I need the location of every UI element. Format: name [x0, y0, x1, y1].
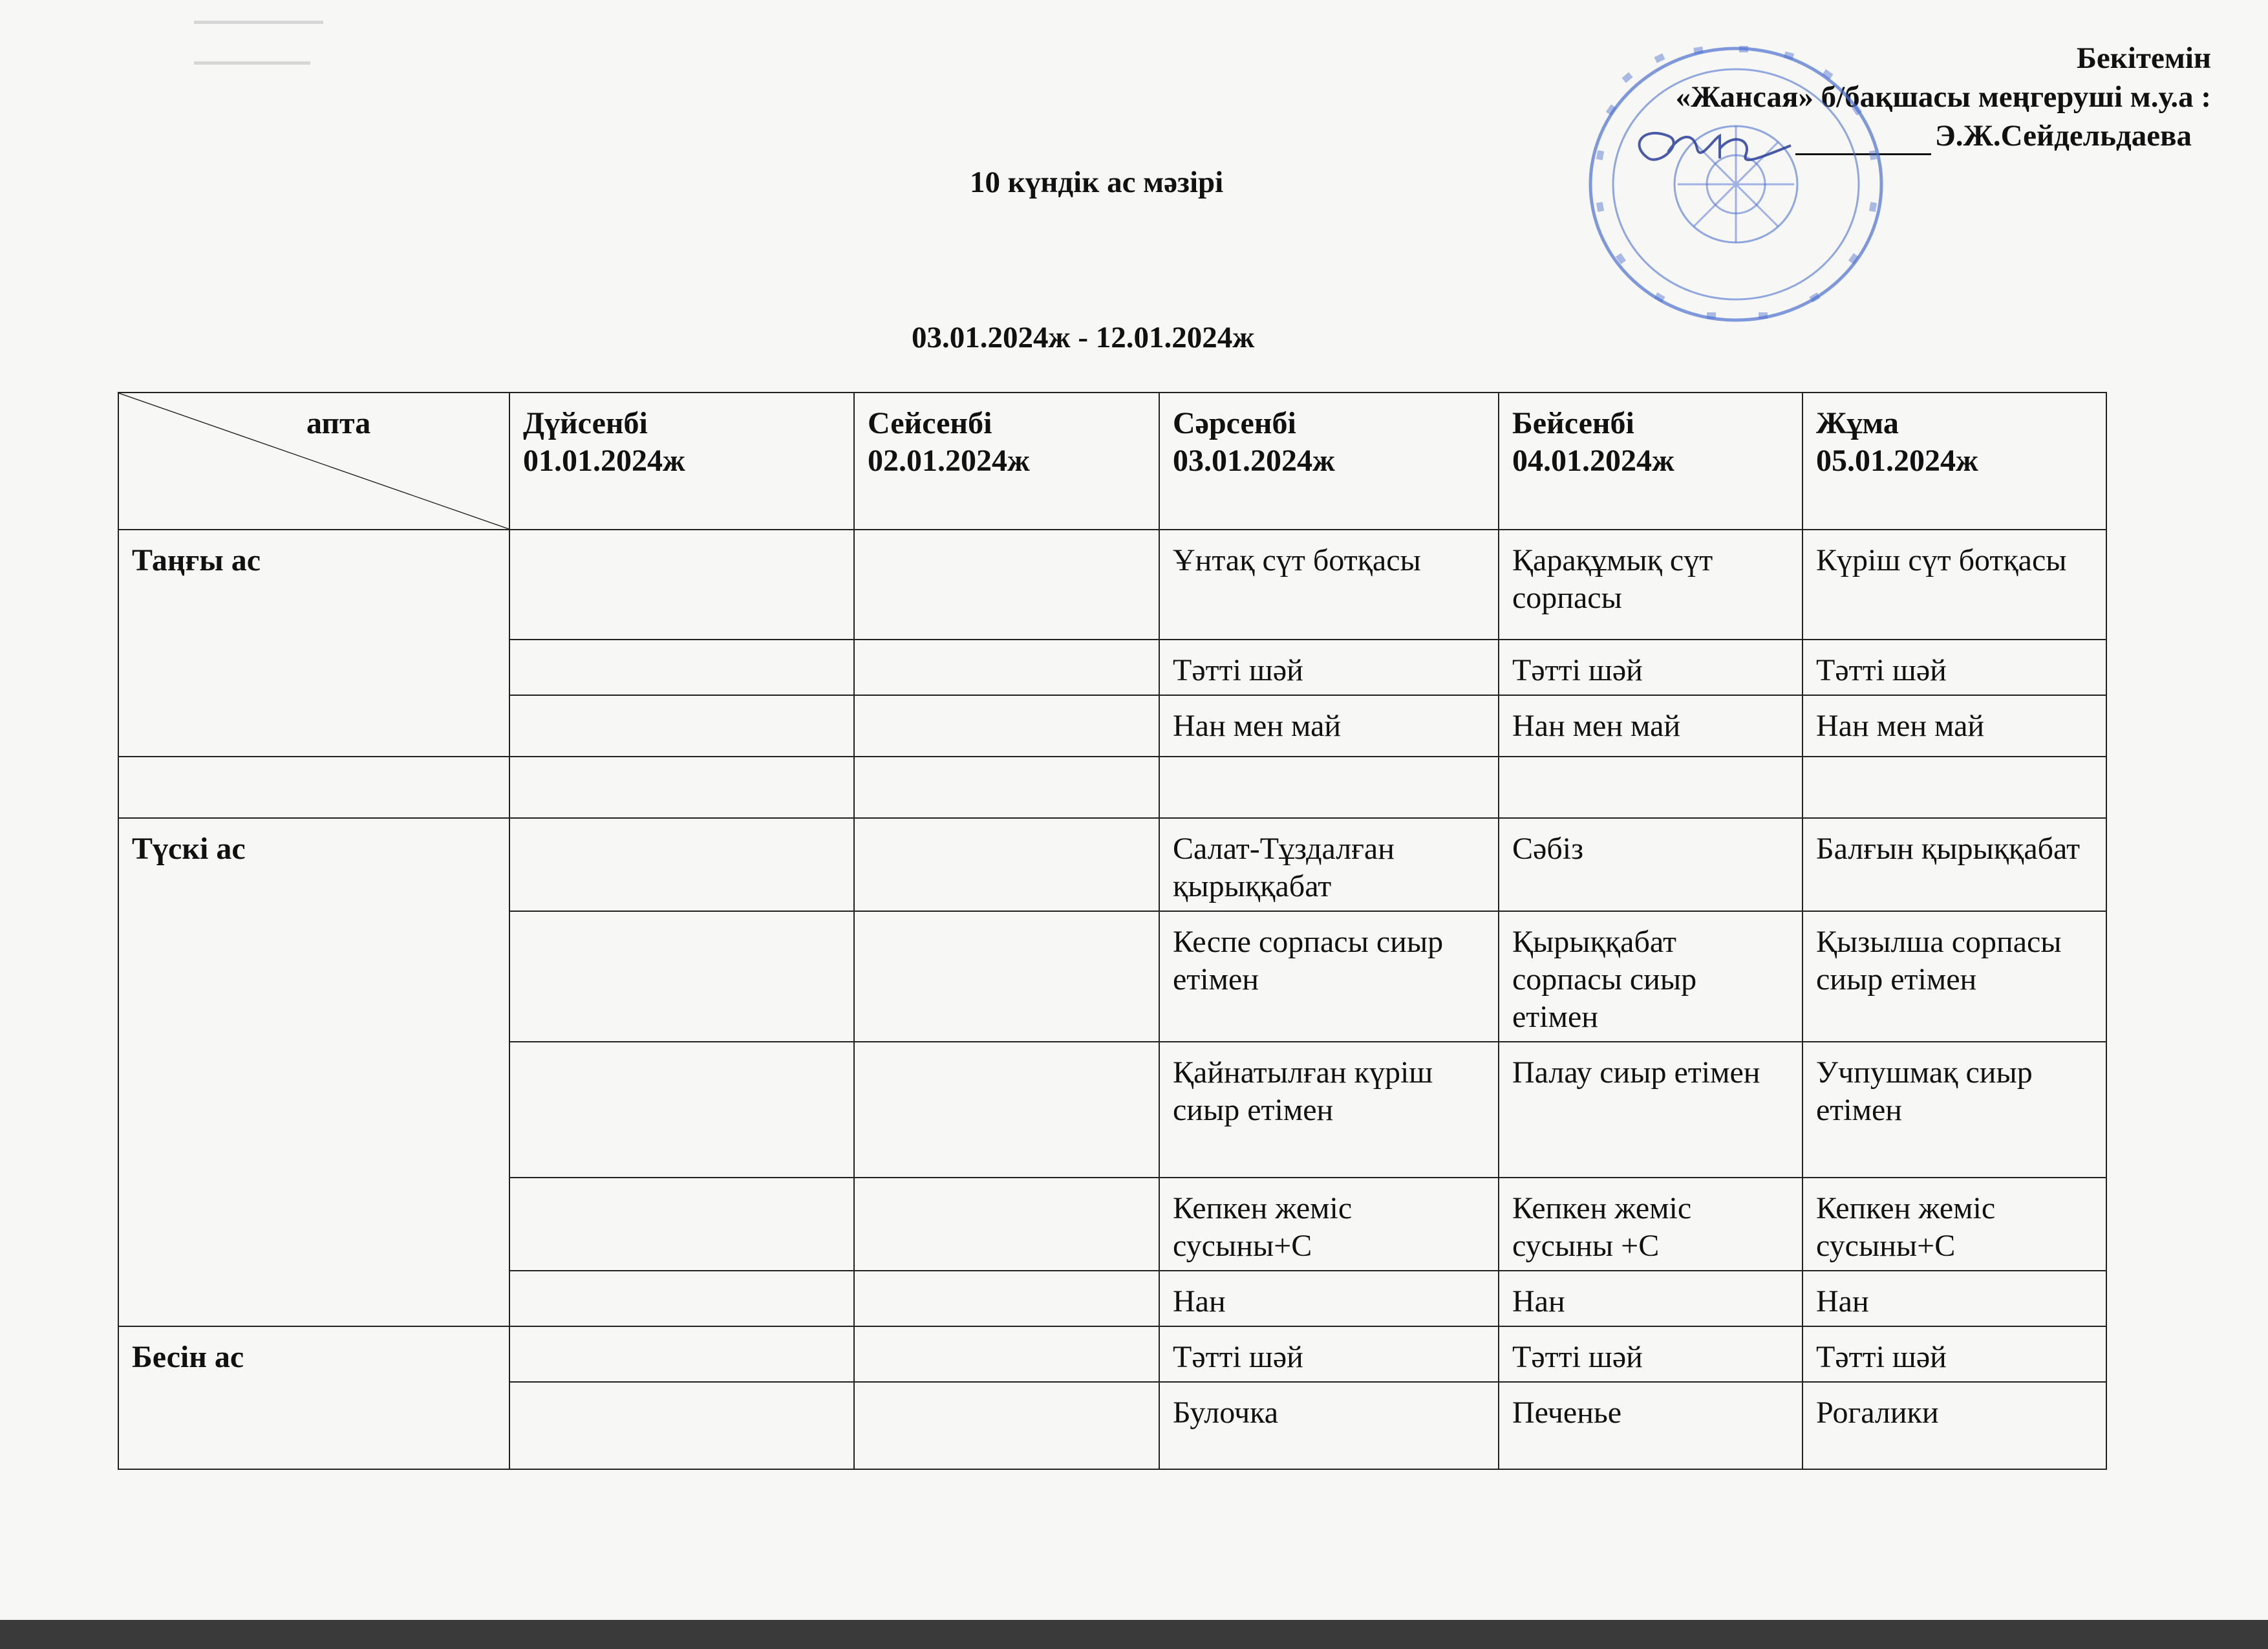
day-header-wednesday: Сәрсенбі 03.01.2024ж — [1159, 393, 1499, 530]
signature-icon — [1623, 120, 1804, 178]
menu-cell: Күріш сүт ботқасы — [1803, 530, 2106, 640]
menu-cell: Кепкен жеміс сусыны +С — [1499, 1178, 1803, 1271]
empty-cell — [118, 757, 509, 818]
menu-cell: Нан мен май — [1159, 695, 1499, 757]
document-title: 10 күндік ас мәзірі — [970, 166, 1224, 199]
menu-cell — [854, 1326, 1159, 1382]
menu-cell: Ұнтақ сүт ботқасы — [1159, 530, 1499, 640]
official-seal-icon — [1578, 36, 1894, 333]
day-header-tuesday: Сейсенбі 02.01.2024ж — [854, 393, 1159, 530]
date-range: 03.01.2024ж - 12.01.2024ж — [912, 321, 1255, 354]
header-row — [118, 393, 2106, 530]
menu-table — [118, 392, 2107, 1470]
menu-cell: Нан — [1499, 1271, 1803, 1326]
week-label: апта — [306, 406, 371, 440]
menu-cell: Сәбіз — [1499, 818, 1803, 911]
menu-cell: Қайнатылған күріш сиыр етімен — [1159, 1042, 1499, 1178]
menu-cell: Тәтті шәй — [1499, 1326, 1803, 1382]
menu-cell — [854, 640, 1159, 695]
menu-cell: Нан — [1803, 1271, 2106, 1326]
menu-cell: Нан — [1159, 1271, 1499, 1326]
menu-cell: Қырыққабат сорпасы сиыр етімен — [1499, 911, 1803, 1042]
menu-cell — [509, 1178, 854, 1271]
menu-cell: Кеспе сорпасы сиыр етімен — [1159, 911, 1499, 1042]
empty-cell — [509, 757, 854, 818]
menu-cell — [509, 530, 854, 640]
day-header-friday: Жұма 05.01.2024ж — [1803, 393, 2106, 530]
meal-label-breakfast: Таңғы ас — [118, 530, 509, 757]
scan-streak — [194, 61, 310, 65]
corner-cell — [118, 393, 509, 530]
menu-cell: Тәтті шәй — [1803, 640, 2106, 695]
menu-cell — [509, 1271, 854, 1326]
menu-cell: Тәтті шәй — [1159, 640, 1499, 695]
meal-label-snack: Бесін ас — [118, 1326, 509, 1469]
menu-cell — [854, 1271, 1159, 1326]
menu-cell: Қарақұмық сүт сорпасы — [1499, 530, 1803, 640]
table-row — [118, 818, 2106, 911]
day-header-monday: Дүйсенбі 01.01.2024ж — [509, 393, 854, 530]
menu-cell — [854, 911, 1159, 1042]
menu-cell — [509, 640, 854, 695]
menu-cell: Салат-Тұздалған қырыққабат — [1159, 818, 1499, 911]
menu-cell — [854, 1042, 1159, 1178]
menu-cell — [854, 1382, 1159, 1469]
menu-cell: Рогалики — [1803, 1382, 2106, 1469]
menu-cell: Кепкен жеміс сусыны+С — [1803, 1178, 2106, 1271]
empty-cell — [1159, 757, 1499, 818]
menu-cell: Печенье — [1499, 1382, 1803, 1469]
meal-label-lunch: Түскі ас — [118, 818, 509, 1326]
scan-streak — [194, 21, 323, 24]
menu-cell: Кепкен жеміс сусыны+С — [1159, 1178, 1499, 1271]
menu-cell — [509, 1042, 854, 1178]
menu-cell — [509, 1382, 854, 1469]
table-row — [118, 1326, 2106, 1382]
menu-cell: Нан мен май — [1499, 695, 1803, 757]
menu-cell — [509, 695, 854, 757]
menu-cell: Учпушмақ сиыр етімен — [1803, 1042, 2106, 1178]
empty-cell — [1499, 757, 1803, 818]
menu-cell — [509, 1326, 854, 1382]
menu-cell — [854, 818, 1159, 911]
empty-cell — [854, 757, 1159, 818]
table-row — [118, 530, 2106, 640]
menu-cell: Балғын қырыққабат — [1803, 818, 2106, 911]
empty-row — [118, 757, 2106, 818]
menu-cell: Тәтті шәй — [1159, 1326, 1499, 1382]
menu-cell: Нан мен май — [1803, 695, 2106, 757]
menu-cell — [509, 911, 854, 1042]
menu-cell — [509, 818, 854, 911]
menu-cell — [854, 530, 1159, 640]
menu-cell: Тәтті шәй — [1499, 640, 1803, 695]
day-header-thursday: Бейсенбі 04.01.2024ж — [1499, 393, 1803, 530]
menu-cell: Тәтті шәй — [1803, 1326, 2106, 1382]
menu-cell — [854, 695, 1159, 757]
approval-name: Э.Ж.Сейдельдаева — [1676, 116, 2211, 155]
approval-position: «Жансая» б/бақшасы меңгеруші м.у.а : — [1675, 80, 2211, 114]
menu-cell: Қызылша сорпасы сиыр етімен — [1803, 911, 2106, 1042]
empty-cell — [1803, 757, 2106, 818]
approval-heading: Бекітемін — [2076, 41, 2211, 75]
menu-cell: Булочка — [1159, 1382, 1499, 1469]
scanner-edge — [0, 1620, 2268, 1649]
menu-cell: Палау сиыр етімен — [1499, 1042, 1803, 1178]
menu-cell — [854, 1178, 1159, 1271]
